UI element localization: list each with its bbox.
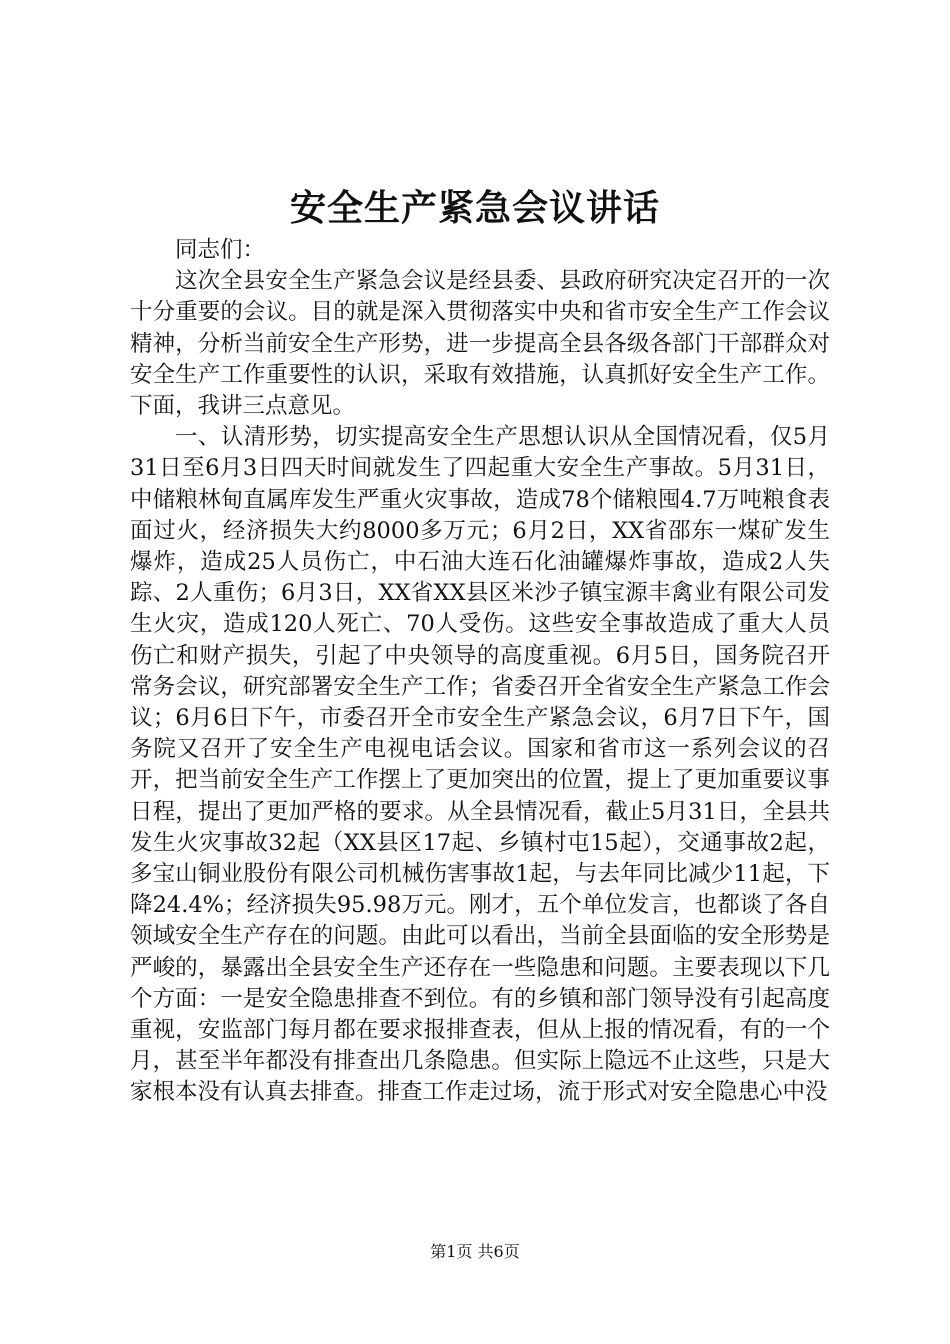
document-body — [130, 235, 830, 1109]
paragraph: 一、认清形势，切实提高安全生产思想认识从全国情况看，仅5月31日至6月3日四天时间就发生了四起重大安全生产事故。5月31日，中储粮林甸直属库发生严重火灾事故，造成78个储粮囤4.7万吨粮食表面过火，经济损失大约8000多万元；6月2日，XX省邵东一煤矿发生爆炸，造成25人员伤亡，中石油大连石化油罐爆炸事故，造成2人失踪、2人重伤；6月3日，XX省XX县区米沙子镇宝源丰禽业有限公司发生火灾，造成120人死亡、70人受伤。这些安全事故造成了重大人员伤亡和财产损失，引起了中央领导的高度重视。6月5日，国务院召开常务会议，研究部署安全生产工作；省委召开全省安全生产紧急工作会议；6月6日下午，市委召开全市安全生产紧急会议，6月7日下午，国务院又召开了安全生产电视电话会议。国家和省市这一系列会议的召开，把当前安全生产工作摆上了更加突出的位置，提上了更加重要议事日程，提出了更加严格的要求。从全县情况看，截止5月31日，全县共发生火灾事故32起（XX县区17起、乡镇村屯15起），交通事故2起，多宝山铜业股份有限公司机械伤害事故1起，与去年同比减少11起，下降24.4%；经济损失95.98万元。刚才，五个单位发言，也都谈了各自领域安全生产存在的问题。由此可以看出，当前全县面临的安全形势是严峻的，暴露出全县安全生产还存在一些隐患和问题。主要表现以下几个方面：一是安全隐患排查不到位。有的乡镇和部门领导没有引起高度重视，安监部门每月都在要求报排查表，但从上报的情况看，有的一个月，甚至半年都没有排查出几条隐患。但实际上隐远不止这些，只是大家根本没有认真去排查。排查工作走过场，流于形式对安全隐患心中没 — [130, 424, 830, 1106]
greeting: 同志们： — [175, 237, 266, 263]
document-title: 安全生产紧急会议讲话 — [289, 187, 660, 229]
paragraph: 这次全县安全生产紧急会议是经县委、县政府研究决定召开的一次十分重要的会议。目的就是深入贯彻落实中央和省市安全生产工作会议精神，分析当前安全生产形势，进一步提高全县各级各部门干部群众对安全生产工作重要性的认识，采取有效措施，认真抓好安全生产工作。下面，我讲三点意见。 — [130, 268, 830, 420]
page-footer: 第1页 共6页 — [430, 1242, 520, 1261]
